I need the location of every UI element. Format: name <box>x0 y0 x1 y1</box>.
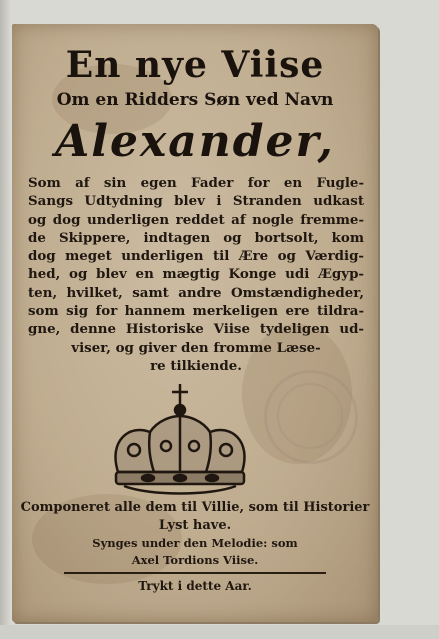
crown-icon <box>100 380 260 500</box>
description-text <box>28 174 364 375</box>
divider-rule <box>64 572 326 574</box>
scan-edge <box>0 0 10 639</box>
description-line: ten, hvilket, samt andre Omstændigheder, <box>28 284 364 301</box>
title-line-1: En nye Viise <box>65 44 325 86</box>
melody-line: Axel Tordions Viise. <box>131 553 259 567</box>
description-line: dog meget underligen til Ære og Værdig- <box>28 248 364 265</box>
description-line: viser, og giver den fromme Læse- <box>71 339 321 356</box>
library-stamp-ring <box>277 383 343 449</box>
library-stamp <box>264 370 358 464</box>
description-line: og dog underligen reddet af nogle fremme- <box>28 211 364 228</box>
title-name: Alexander, <box>55 116 335 167</box>
description-line: de Skippere, indtagen og bortsolt, kom <box>28 229 364 246</box>
description-line: hed, og blev en mægtig Konge udi Ægyp- <box>28 266 364 283</box>
melody-line: Synges under den Melodie: som <box>92 536 298 550</box>
dedication-line: Componeret alle dem til Villie, som til Historier <box>20 500 370 515</box>
description-line: gne, denne Historiske Viise tydeligen ud- <box>28 321 364 338</box>
document-page <box>12 24 378 622</box>
scan-background <box>0 625 439 639</box>
description-line: som sig for hannem merkeligen ere tildra- <box>28 303 364 320</box>
description-line: Som af sin egen Fader for en Fugle- <box>28 175 364 191</box>
title-line-2: Om en Ridders Søn ved Navn <box>56 90 334 110</box>
imprint: Trykt i dette Aar. <box>138 579 252 593</box>
description-line: Sangs Udtydning blev i Stranden udkast <box>28 193 364 210</box>
dedication-line: Lyst have. <box>158 518 232 533</box>
description-line: re tilkiende. <box>150 357 242 374</box>
